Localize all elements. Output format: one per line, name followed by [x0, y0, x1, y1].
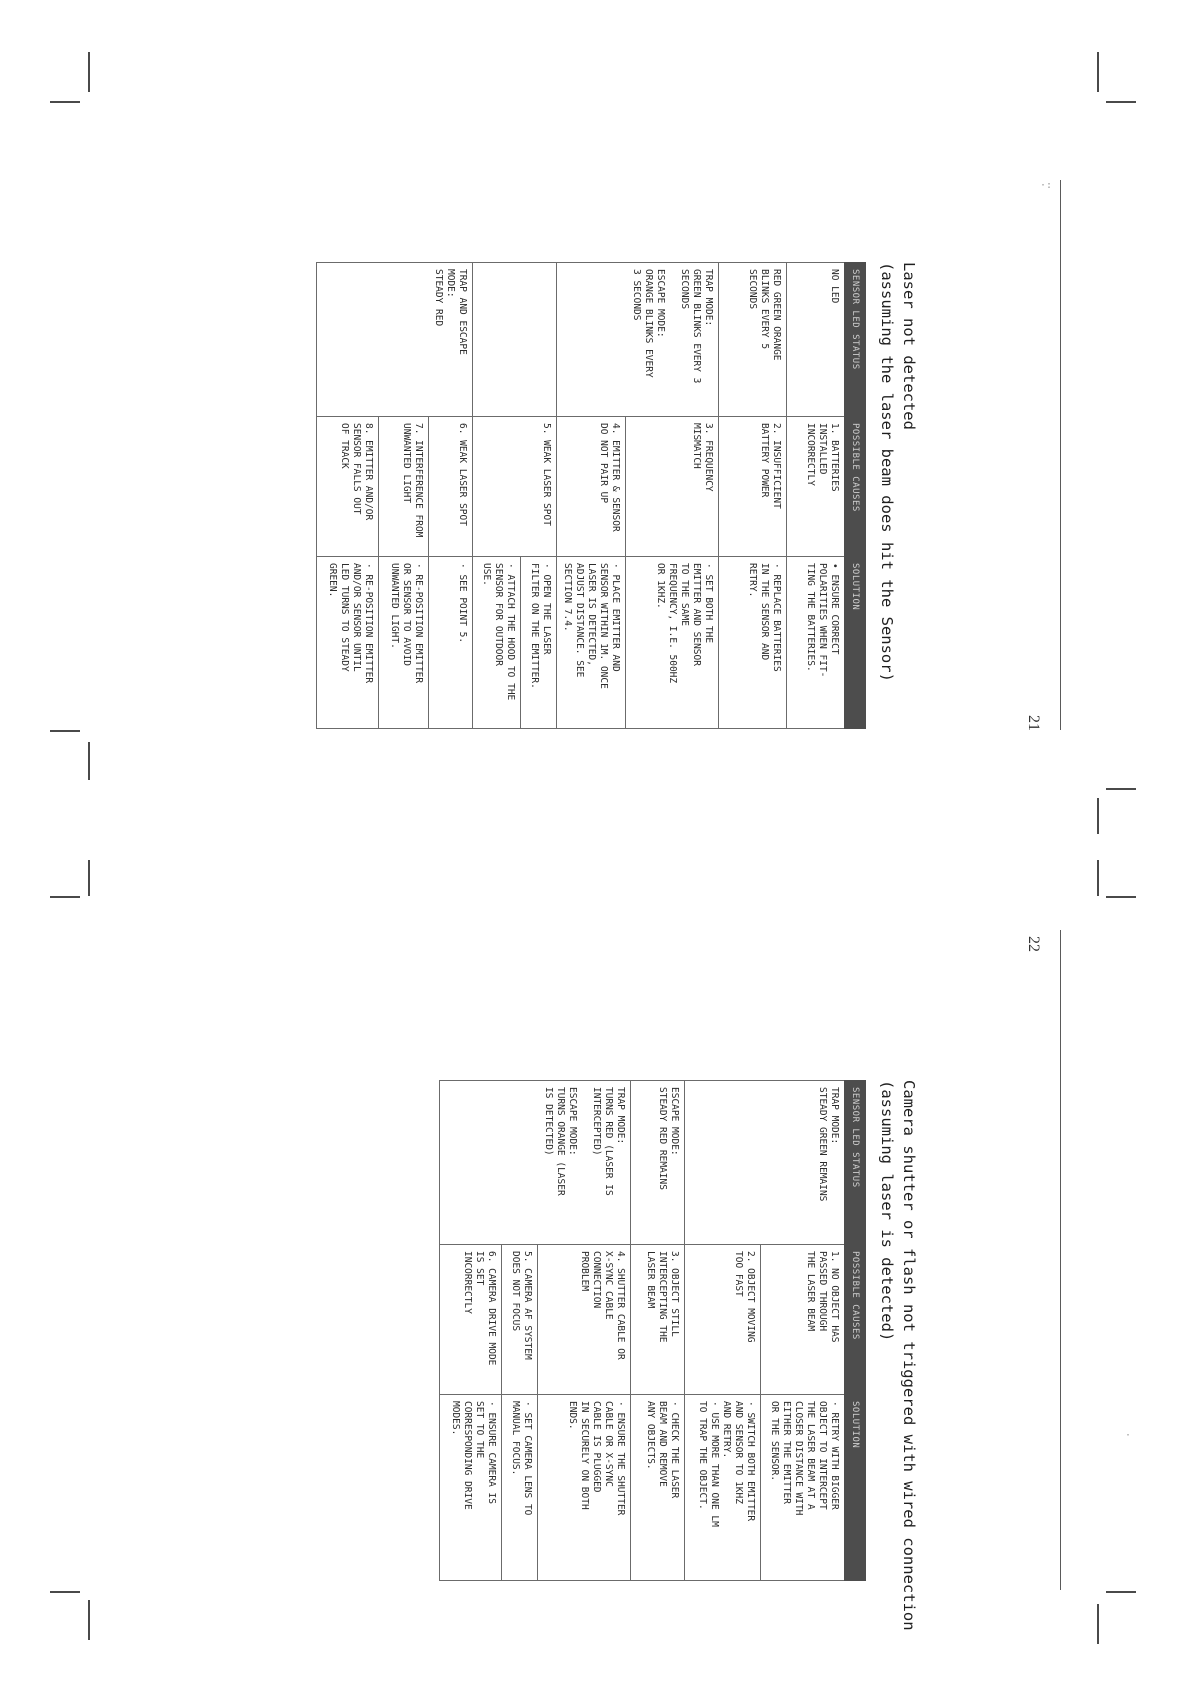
table-row: [787, 263, 845, 729]
status-cell: TRAP AND ESCAPE MODE: STEADY RED: [429, 263, 474, 417]
table-row: [685, 1081, 761, 1581]
status-cell: NO LED: [787, 263, 845, 417]
solution-cell: · SWITCH BOTH EMITTER AND SENSOR TO 1KHZ AND RETRY. · USE MORE THAN ONE LM TO TRAP THE OBJECT.: [685, 1395, 761, 1581]
cause-cell: 2. INSUFFICIENT BATTERY POWER: [719, 417, 787, 557]
solution-cell: • ENSURE CORRECT POLARITIES WHEN FIT- TING THE BATTERIES.: [787, 557, 845, 729]
solution-cell: · SEE POINT 5.: [429, 557, 474, 729]
cause-cell: 3. FREQUENCY MISMATCH: [626, 417, 719, 557]
cause-cell: 7. INTERFERENCE FROM UNWANTED LIGHT: [379, 417, 429, 557]
page-rule: [1060, 180, 1061, 730]
table-row: [473, 263, 521, 729]
crop-mark: [1097, 1604, 1099, 1644]
table-row: [502, 1081, 538, 1581]
speck: ·:: [1040, 180, 1053, 191]
page-21-content: [316, 262, 920, 732]
crop-mark: [1106, 1591, 1136, 1593]
solution-cell: · CHECK THE LASER BEAM AND REMOVE ANY OBJECTS.: [631, 1395, 685, 1581]
crop-mark: [50, 896, 80, 898]
page-number: 22: [1025, 936, 1042, 952]
cause-cell: 8. EMITTER AND/OR SENSOR FALLS OUT OF TRACK: [317, 417, 379, 557]
header-solution: SOLUTION: [845, 1395, 866, 1581]
status-cell: TRAP MODE: STEADY GREEN REMAINS: [761, 1081, 845, 1245]
crop-mark: [50, 101, 80, 103]
solution-cell: · ENSURE CAMERA IS SET TO THE CORRESPONDING DRIVE MODES.: [440, 1395, 502, 1581]
page-22-heading-1: Camera shutter or flash not triggered with wired connection: [900, 1080, 918, 1631]
status-cell: TRAP MODE: TURNS RED (LASER IS INTERCEPTED) ESCAPE MODE: TURNS ORANGE (LASER IS DETECTED): [538, 1081, 631, 1245]
status-cell: [557, 263, 626, 417]
status-cell: ESCAPE MODE: STEADY RED REMAINS: [631, 1081, 685, 1245]
page-22-content: [440, 1080, 921, 1640]
speck: ·: [1125, 1430, 1132, 1441]
status-cell: [379, 263, 429, 417]
status-cell: TRAP MODE: GREEN BLINKS EVERY 3 SECONDS ESCAPE MODE: ORANGE BLINKS EVERY 3 SECONDS: [626, 263, 719, 417]
page-21-heading-1: Laser not detected: [900, 262, 918, 430]
solution-cell: · PLACE EMITTER AND SENSOR WITHIN 1M. ONCE LASER IS DETECTED, ADJUST DISTANCE. SEE SECTION 7.4.: [557, 557, 626, 729]
header-solution: SOLUTION: [845, 557, 866, 729]
cause-cell: 5. WEAK LASER SPOT: [521, 417, 557, 557]
table-row: [317, 263, 379, 729]
solution-cell: · RE-POSITION EMITTER OR SENSOR TO AVOID UNWANTED LIGHT.: [379, 557, 429, 729]
crop-mark: [50, 1591, 80, 1593]
table-row: [557, 263, 626, 729]
cause-cell: 1. BATTERIES INSTALLED INCORRECTLY: [787, 417, 845, 557]
header-causes: POSSIBLE CAUSES: [845, 417, 866, 557]
page-number: 21: [1025, 715, 1042, 731]
cause-cell: 6. WEAK LASER SPOT: [429, 417, 474, 557]
header-causes: POSSIBLE CAUSES: [845, 1245, 866, 1395]
status-cell: [502, 1081, 538, 1245]
crop-mark: [50, 730, 80, 732]
solution-cell: · ENSURE THE SHUTTER CABLE OR X-SYNC CABLE IS PLUGGED IN SECURELY ON BOTH ENDS.: [538, 1395, 631, 1581]
header-status: SENSOR LED STATUS: [845, 1081, 866, 1245]
cause-cell: 4. EMITTER & SENSOR DO NOT PAIR UP: [557, 417, 626, 557]
status-cell: RED GREEN ORANGE BLINKS EVERY 5 SECONDS: [719, 263, 787, 417]
status-cell: [317, 263, 379, 417]
table-row: [440, 1081, 502, 1581]
solution-cell: · OPEN THE LASER FILTER ON THE EMITTER.: [521, 557, 557, 729]
cause-cell: 2. OBJECT MOVING TOO FAST: [685, 1245, 761, 1395]
page-21-heading-2: (assuming the laser beam does hit the Sensor): [878, 262, 896, 682]
table-row: [538, 1081, 631, 1581]
solution-cell: · ATTACH THE HOOD TO THE SENSOR FOR OUTDOOR USE.: [473, 557, 521, 729]
page-22-heading-2: (assuming laser is detected): [878, 1080, 896, 1342]
table-row: [429, 263, 474, 729]
status-cell: [440, 1081, 502, 1245]
crop-mark: [88, 1600, 90, 1640]
cause-cell: 3. OBJECT STILL INTERCEPTING THE LASER BEAM: [631, 1245, 685, 1395]
cause-cell: 5. CAMERA AF SYSTEM DOES NOT FOCUS: [502, 1245, 538, 1395]
crop-mark: [1106, 101, 1136, 103]
status-cell: [685, 1081, 761, 1245]
solution-cell: · RETRY WITH BIGGER OBJECT TO INTERCEPT THE LASER BEAM AT A CLOSER DISTANCE WITH EITHER THE EMITTER OR THE SENSOR.: [761, 1395, 845, 1581]
crop-mark: [1097, 798, 1099, 834]
status-cell: [521, 263, 557, 417]
cause-cell: 4. SHUTTER CABLE OR X-SYNC CABLE CONNECTION PROBLEM: [538, 1245, 631, 1395]
cause-cell: [473, 417, 521, 557]
table-row: [379, 263, 429, 729]
crop-mark: [1106, 788, 1136, 790]
crop-mark: [1097, 52, 1099, 92]
solution-cell: · SET CAMERA LENS TO MANUAL FOCUS.: [502, 1395, 538, 1581]
crop-mark: [88, 860, 90, 896]
solution-cell: · RE-POSITION EMITTER AND/OR SENSOR UNTIL LED TURNS TO STEADY GREEN.: [317, 557, 379, 729]
crop-mark: [1106, 896, 1136, 898]
status-cell: [473, 263, 521, 417]
table-row: [761, 1081, 845, 1581]
cause-cell: 1. NO OBJECT HAS PASSED THROUGH THE LASER BEAM: [761, 1245, 845, 1395]
solution-cell: · SET BOTH THE EMITTER AND SENSOR TO THE SAME FREQUENCY, I.E. 500HZ OR 1KHZ.: [626, 557, 719, 729]
crop-mark: [1097, 860, 1099, 896]
crop-mark: [88, 52, 90, 92]
crop-mark: [88, 742, 90, 780]
troubleshooting-table-22: [440, 1080, 867, 1581]
table-row: [626, 263, 719, 729]
troubleshooting-table-21: [316, 262, 866, 729]
header-status: SENSOR LED STATUS: [845, 263, 866, 417]
table-row: [521, 263, 557, 729]
cause-cell: 6. CAMERA DRIVE MODE IS SET INCORRECTLY: [440, 1245, 502, 1395]
table-row: [719, 263, 787, 729]
page-rule: [1060, 930, 1061, 1590]
solution-cell: · REPLACE BATTERIES IN THE SENSOR AND RETRY.: [719, 557, 787, 729]
table-row: [631, 1081, 685, 1581]
